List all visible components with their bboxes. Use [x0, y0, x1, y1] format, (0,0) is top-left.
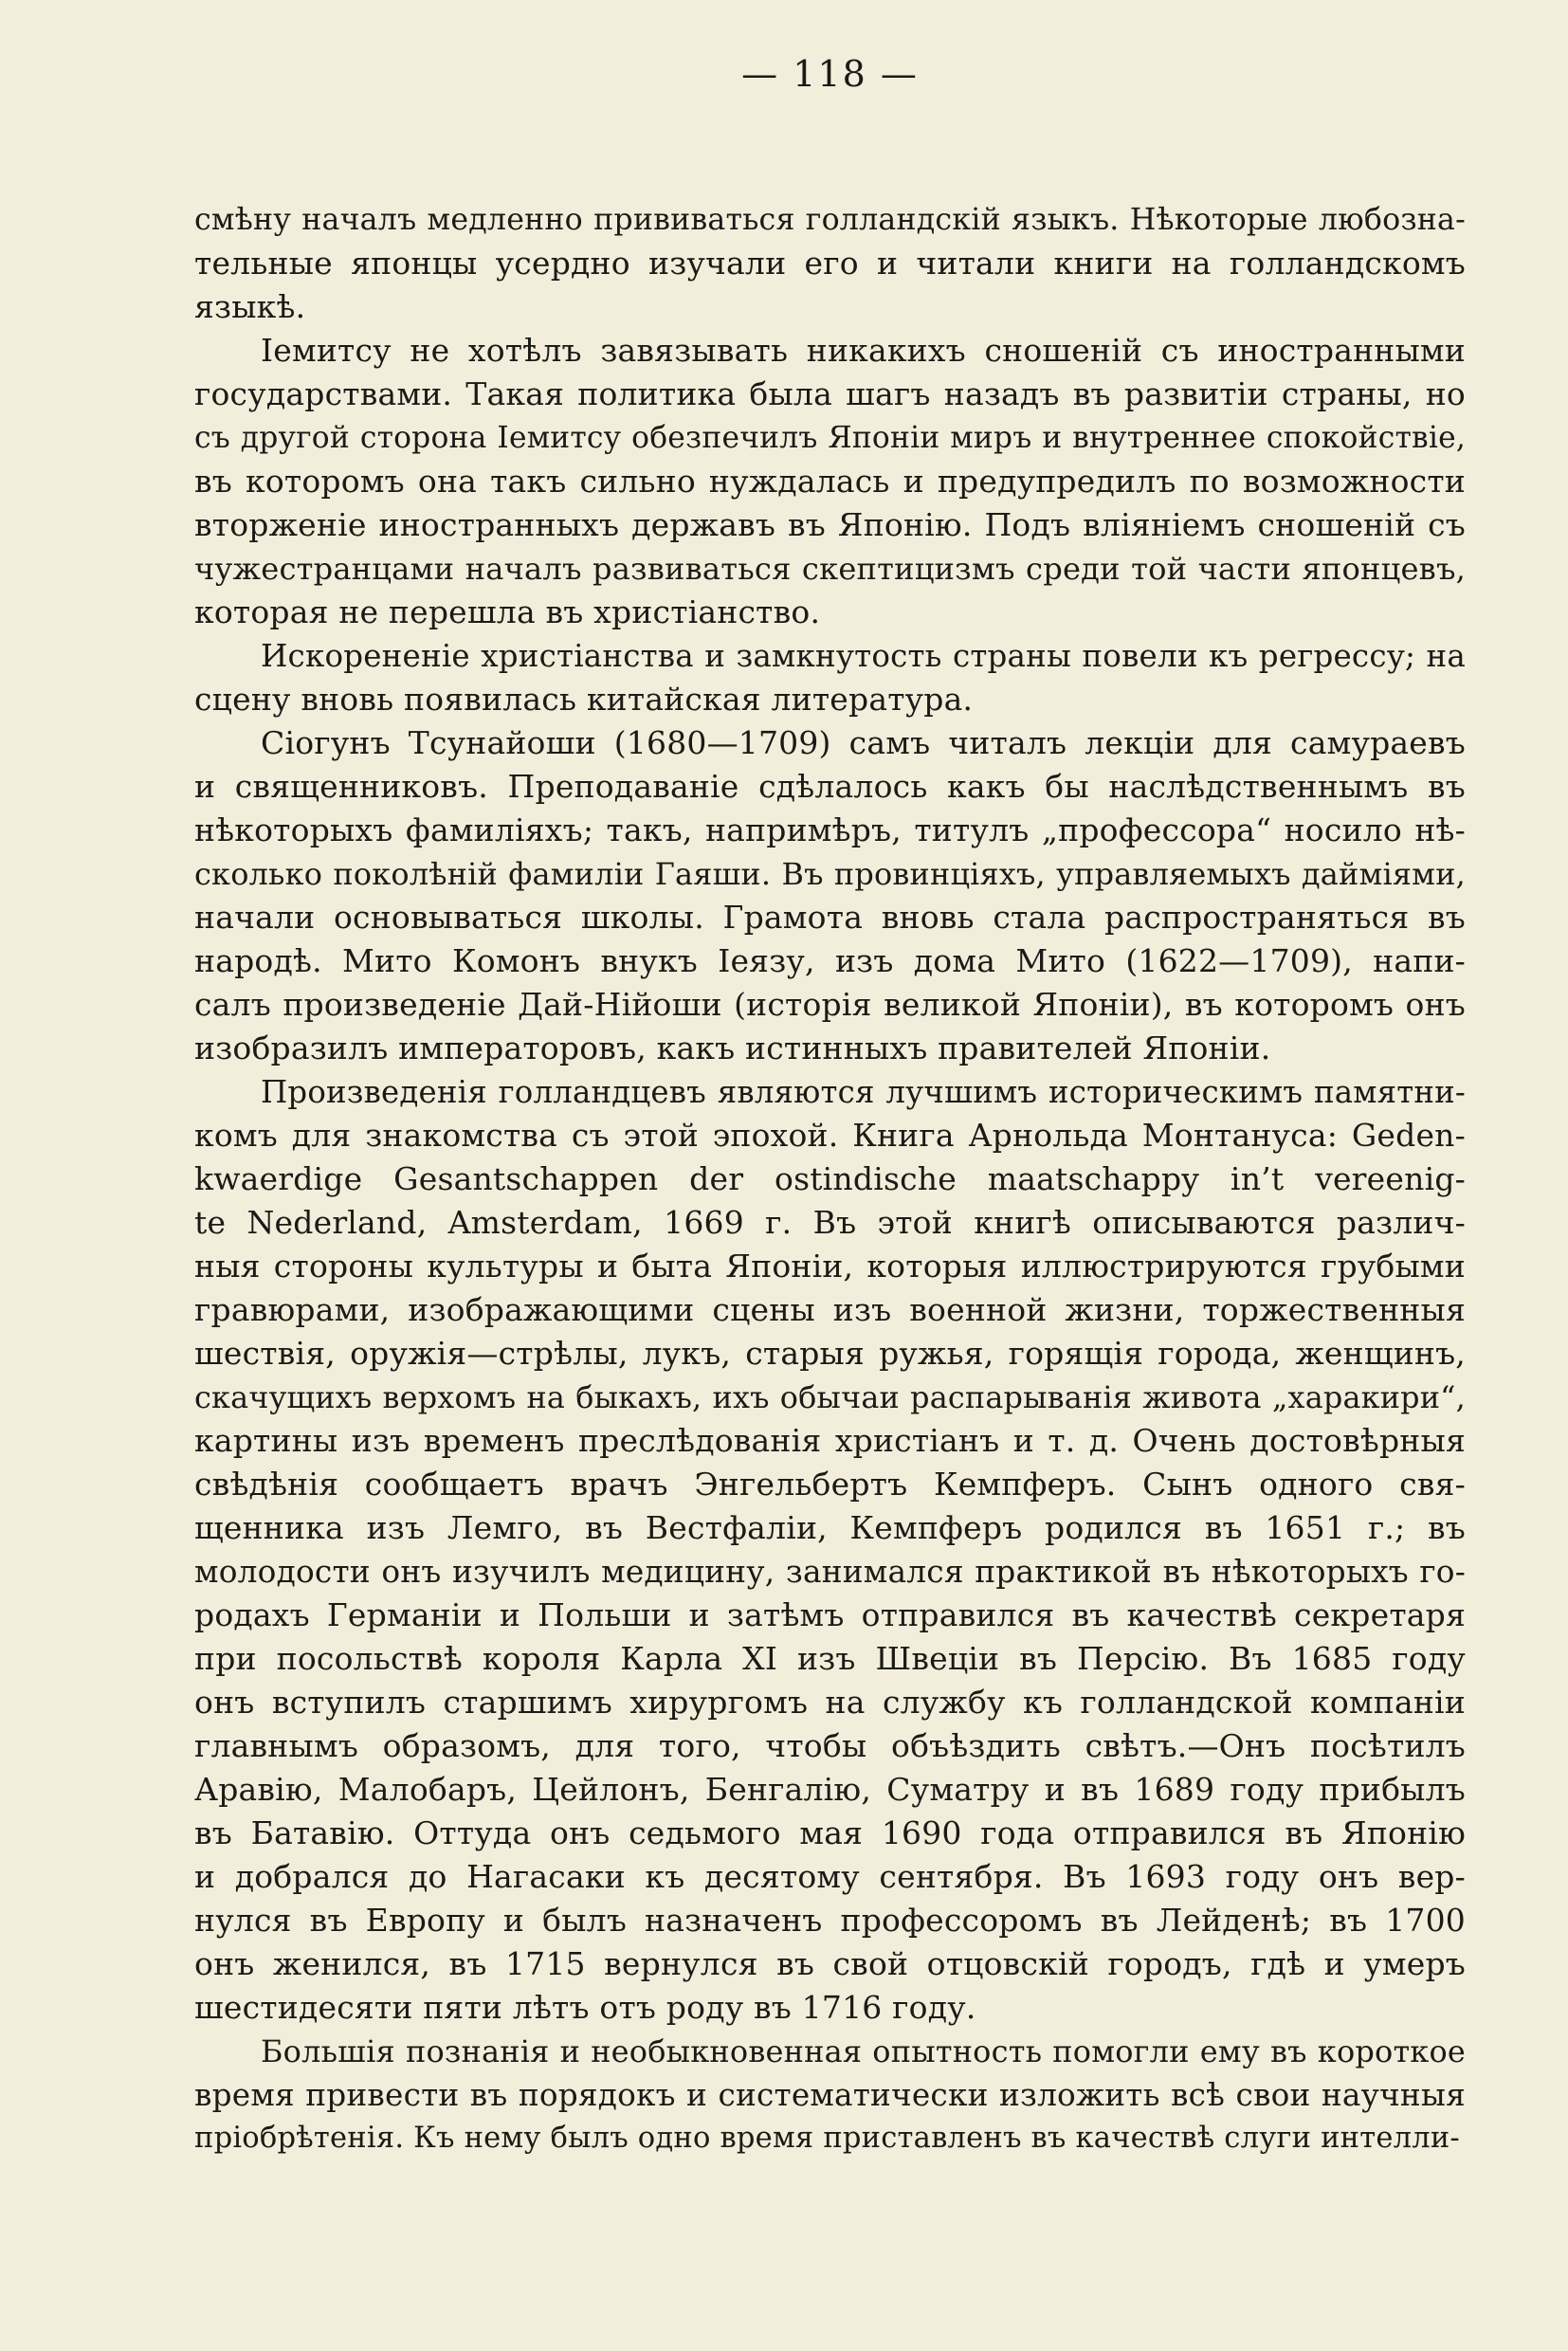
text-line: вторженіе иностранныхъ державъ въ Японію. Подъ вліяніемъ сношеній съ [194, 506, 1466, 543]
text-line: Сіогунъ Тсунайоши (1680—1709) самъ читалъ лекціи для самураевъ [261, 724, 1466, 761]
text-line: языкѣ. [194, 288, 306, 325]
text-line: Іемитсу не хотѣлъ завязывать никакихъ сношеній съ иностранными [261, 332, 1466, 369]
text-line: комъ для знакомства съ этой эпохой. Книга Арнольда Монтануса: Geden- [194, 1117, 1466, 1154]
text-line: сцену вновь появилась китайская литература. [194, 681, 974, 718]
text-line: въ которомъ она такъ сильно нуждалась и предупредилъ по возможности [194, 463, 1466, 500]
text-line: Произведенія голландцевъ являются лучшимъ историческимъ памятни- [261, 1074, 1466, 1110]
text-line: народѣ. Мито Комонъ внукъ Іеязу, изъ дома Мито (1622—1709), напи- [194, 942, 1466, 979]
paragraph [194, 198, 1466, 329]
text-line: тельные японцы усердно изучали его и читали книги на голландскомъ [194, 245, 1466, 282]
text-line: нѣкоторыхъ фамиліяхъ; такъ, напримѣръ, титулъ „профессора“ носило нѣ- [194, 811, 1466, 848]
text-line: kwaerdige Gesantschappen der ostindische maatschappy in’t vereenig- [194, 1160, 1466, 1197]
text-line: щенника изъ Лемго, въ Вестфаліи, Кемпферъ родился въ 1651 г.; въ [194, 1509, 1466, 1546]
text-line: съ другой сторона Іемитсу обезпечилъ Японіи миръ и внутреннее спокойствіе, [194, 421, 1466, 455]
text-line: изобразилъ императоровъ, какъ истинныхъ правителей Японіи. [194, 1030, 1271, 1066]
text-line: которая не перешла въ христіанство. [194, 593, 821, 630]
page-number: — 118 — [741, 53, 919, 95]
paragraph [194, 1070, 1466, 2030]
text-line: сколько поколѣній фамиліи Гаяши. Въ провинціяхъ, управляемыхъ дайміями, [194, 856, 1466, 892]
text-line: картины изъ временъ преслѣдованія христіанъ и т. д. Очень достовѣрныя [194, 1422, 1466, 1459]
text-line: смѣну началъ медленно прививаться голландскій языкъ. Нѣкоторые любозна- [194, 203, 1466, 237]
text-line: государствами. Такая политика была шагъ назадъ въ развитіи страны, но [194, 375, 1466, 412]
text-line: родахъ Германіи и Польши и затѣмъ отправился въ качествѣ секретаря [194, 1596, 1466, 1633]
text-line: въ Батавію. Оттуда онъ седьмого мая 1690 года отправился въ Японію [194, 1814, 1466, 1851]
text-line: при посольствѣ короля Карла XI изъ Швеціи въ Персію. Въ 1685 году [194, 1640, 1466, 1677]
text-line: пріобрѣтенія. Къ нему былъ одно время приставленъ въ качествѣ слуги интелли- [194, 2122, 1460, 2155]
text-line: Аравію, Малобаръ, Цейлонъ, Бенгалію, Суматру и въ 1689 году прибылъ [194, 1771, 1466, 1808]
paragraph [194, 329, 1466, 634]
text-line: главнымъ образомъ, для того, чтобы объѣздить свѣтъ.—Онъ посѣтилъ [194, 1727, 1466, 1764]
body-text [194, 198, 1466, 2160]
text-line: онъ женился, въ 1715 вернулся въ свой отцовскій городъ, гдѣ и умеръ [194, 1945, 1466, 1982]
text-line: молодости онъ изучилъ медицину, занимался практикой въ нѣкоторыхъ го- [194, 1554, 1466, 1590]
paragraph [194, 2030, 1466, 2160]
text-line: салъ произведеніе Дай-Нійоши (исторія великой Японіи), въ которомъ онъ [194, 986, 1466, 1023]
text-line: свѣдѣнія сообщаетъ врачъ Энгельбертъ Кемпферъ. Сынъ одного свя- [194, 1466, 1466, 1503]
text-line: ныя стороны культуры и быта Японіи, которыя иллюстрируются грубыми [194, 1248, 1466, 1285]
text-line: и священниковъ. Преподаваніе сдѣлалось какъ бы наслѣдственнымъ въ [194, 768, 1466, 805]
text-line: время привести въ порядокъ и систематически изложить всѣ свои научныя [194, 2077, 1466, 2113]
text-line: чужестранцами началъ развиваться скептицизмъ среди той части японцевъ, [194, 551, 1466, 587]
text-line: скачущихъ верхомъ на быкахъ, ихъ обычаи распарыванія живота „харакири“, [194, 1379, 1466, 1415]
paragraph [194, 634, 1466, 721]
text-line: шествія, оружія—стрѣлы, лукъ, старыя ружья, горящія города, женщинъ, [194, 1335, 1466, 1372]
text-line: Большія познанія и необыкновенная опытность помогли ему въ короткое [261, 2033, 1466, 2069]
text-line: нулся въ Европу и былъ назначенъ профессоромъ въ Лейденѣ; въ 1700 [194, 1902, 1466, 1939]
text-line: онъ вступилъ старшимъ хирургомъ на службу къ голландской компаніи [194, 1684, 1466, 1721]
text-line: Искорененіе христіанства и замкнутость страны повели къ регрессу; на [261, 638, 1466, 674]
text-line: шестидесяти пяти лѣтъ отъ роду въ 1716 году. [194, 1989, 976, 2026]
paragraph [194, 721, 1466, 1070]
text-line: начали основываться школы. Грамота вновь стала распространяться въ [194, 899, 1466, 936]
text-line: и добрался до Нагасаки къ десятому сентября. Въ 1693 году онъ вер- [194, 1858, 1466, 1895]
text-line: гравюрами, изображающими сцены изъ военной жизни, торжественныя [194, 1291, 1466, 1328]
text-line: te Nederland, Amsterdam, 1669 г. Въ этой книгѣ описываются различ- [194, 1204, 1466, 1241]
